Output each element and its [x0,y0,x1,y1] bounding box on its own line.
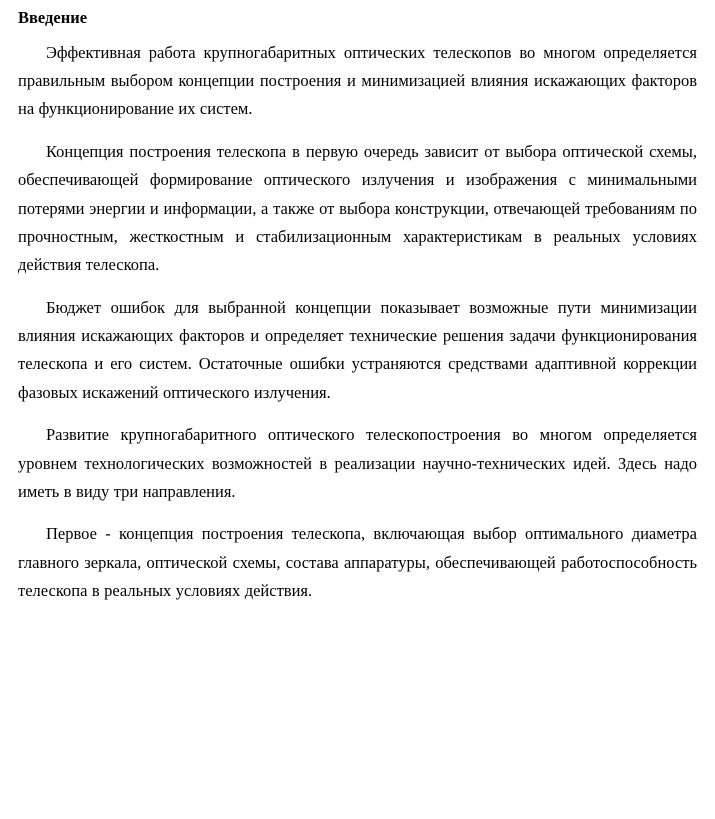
section-heading: Введение [18,8,88,27]
body-paragraph: Первое - концепция построения телескопа, включающая выбор оптимального диаметра главного зеркала, оптической схемы, состава аппаратуры, обеспечивающей работоспособность телескопа в реальных условиях действия. [18,524,697,600]
body-paragraph: Концепция построения телескопа в первую очередь зависит от выбора оптической схемы, обеспечивающей формирование оптического излучения и изображения с минимальными потерями энергии и информации, а также от выбора конструкции, отвечающей требованиям по прочностным, жесткостным и стабилизационным характеристикам в реальных условиях действия телескопа. [18,141,697,275]
body-paragraph: Развитие крупногабаритного оптического телескопостроения во многом определяется уровнем технологических возможностей в реализации научно-технических идей. Здесь надо иметь в виду три направления. [18,425,697,501]
body-paragraph: Бюджет ошибок для выбранной концепции показывает возможные пути минимизации влияния искажающих факторов и определяет технические решения задачи функционирования телескопа и его систем. Остаточные ошибки устраняются средствами адаптивной коррекции фазовых искажений оптического излучения. [18,297,697,402]
body-paragraph: Эффективная работа крупногабаритных оптических телескопов во многом определяется правильным выбором концепции построения и минимизацией влияния искажающих факторов на функционирование их систем. [18,42,697,119]
